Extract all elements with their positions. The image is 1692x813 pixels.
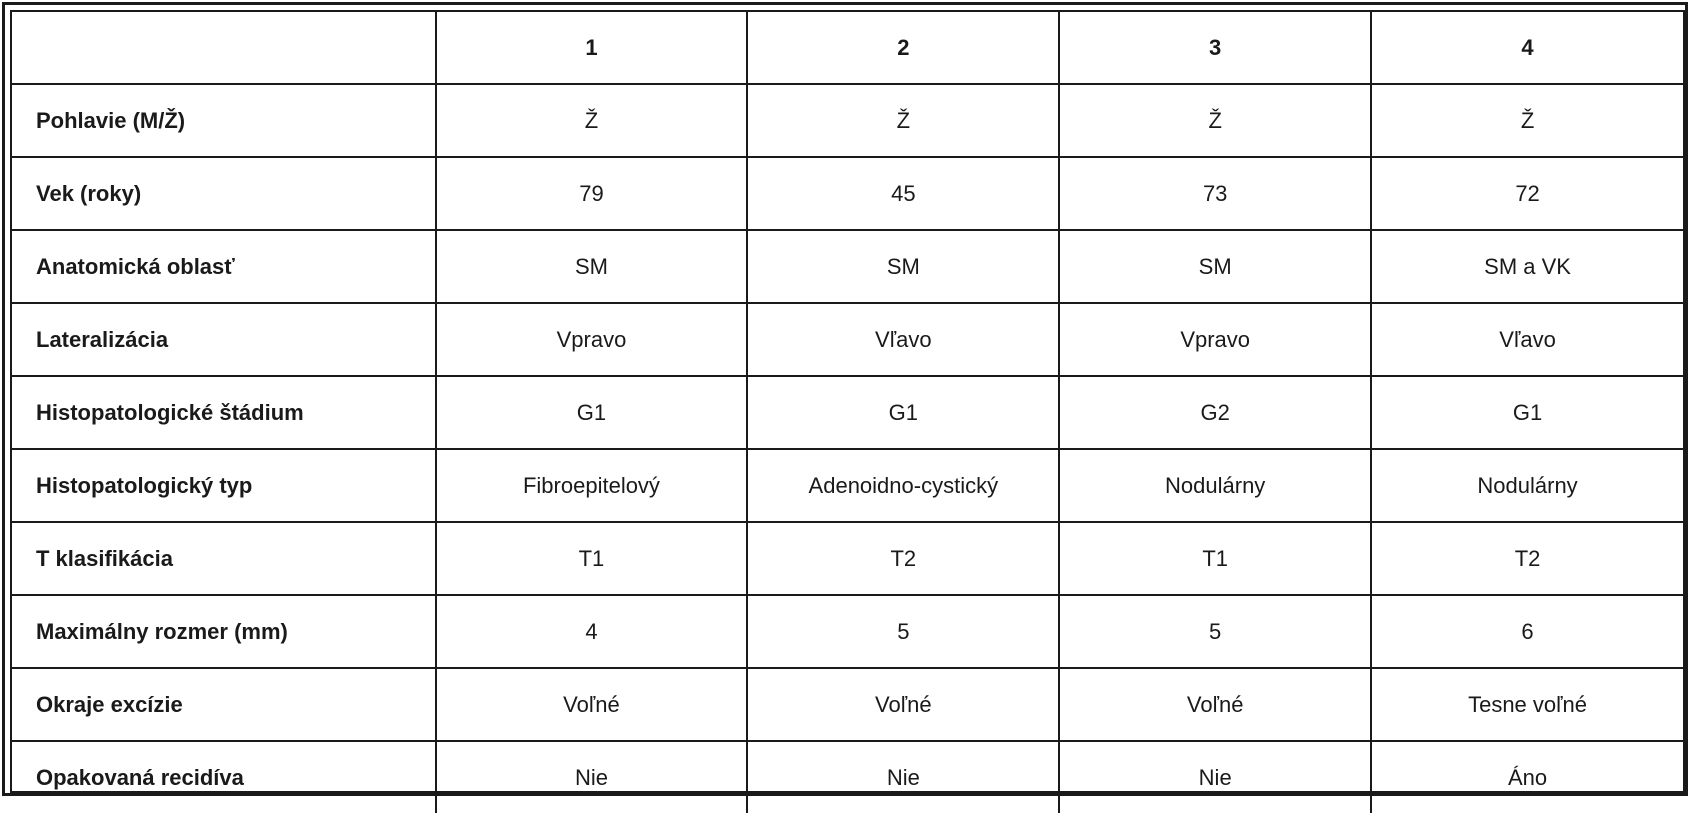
table-cell: 73 xyxy=(1059,157,1371,230)
row-label: Pohlavie (M/Ž) xyxy=(12,84,436,157)
clinical-data-table xyxy=(12,12,1683,813)
table-cell: Voľné xyxy=(747,668,1059,741)
table-cell: Tesne voľné xyxy=(1371,668,1683,741)
table-cell: SM xyxy=(1059,230,1371,303)
table-cell: Nie xyxy=(1059,741,1371,813)
table-cell: T2 xyxy=(1371,522,1683,595)
table-cell: Vpravo xyxy=(1059,303,1371,376)
table-cell: Ž xyxy=(1059,84,1371,157)
table-row xyxy=(12,230,1683,303)
row-label: Vek (roky) xyxy=(12,157,436,230)
table-cell: Áno xyxy=(1371,741,1683,813)
table-cell: 5 xyxy=(747,595,1059,668)
table-cell: 45 xyxy=(747,157,1059,230)
table-cell: G1 xyxy=(436,376,748,449)
table-row xyxy=(12,522,1683,595)
table-cell: Vľavo xyxy=(1371,303,1683,376)
table-cell: Voľné xyxy=(436,668,748,741)
table-cell: Voľné xyxy=(1059,668,1371,741)
table-cell: SM xyxy=(747,230,1059,303)
table-cell: Fibroepitelový xyxy=(436,449,748,522)
row-label: Histopatologický typ xyxy=(12,449,436,522)
table-cell: Nie xyxy=(747,741,1059,813)
table-cell: Nodulárny xyxy=(1371,449,1683,522)
table-cell: SM a VK xyxy=(1371,230,1683,303)
table-row xyxy=(12,449,1683,522)
header-cell-case-2: 2 xyxy=(747,12,1059,84)
table-cell: G2 xyxy=(1059,376,1371,449)
table-cell: T1 xyxy=(1059,522,1371,595)
table-row xyxy=(12,303,1683,376)
table-cell: G1 xyxy=(1371,376,1683,449)
table-cell: Ž xyxy=(1371,84,1683,157)
table-cell: Ž xyxy=(436,84,748,157)
table-cell: T2 xyxy=(747,522,1059,595)
table-row xyxy=(12,376,1683,449)
table-row xyxy=(12,668,1683,741)
row-label: Lateralizácia xyxy=(12,303,436,376)
header-cell-case-3: 3 xyxy=(1059,12,1371,84)
row-label: Histopatologické štádium xyxy=(12,376,436,449)
table-cell: T1 xyxy=(436,522,748,595)
table-cell: Vľavo xyxy=(747,303,1059,376)
row-label: Anatomická oblasť xyxy=(12,230,436,303)
row-label: Okraje excízie xyxy=(12,668,436,741)
row-label: Maximálny rozmer (mm) xyxy=(12,595,436,668)
header-cell-empty xyxy=(12,12,436,84)
table-cell: 5 xyxy=(1059,595,1371,668)
table-cell: Vpravo xyxy=(436,303,748,376)
header-cell-case-4: 4 xyxy=(1371,12,1683,84)
table-header-row xyxy=(12,12,1683,84)
table-row xyxy=(12,157,1683,230)
row-label: Opakovaná recidíva xyxy=(12,741,436,813)
table-cell: 72 xyxy=(1371,157,1683,230)
table-cell: Adenoidno-cystický xyxy=(747,449,1059,522)
table-cell: G1 xyxy=(747,376,1059,449)
table-cell: 6 xyxy=(1371,595,1683,668)
table-row xyxy=(12,595,1683,668)
table-cell: Nodulárny xyxy=(1059,449,1371,522)
table-row xyxy=(12,84,1683,157)
table-cell: 4 xyxy=(436,595,748,668)
table-cell: SM xyxy=(436,230,748,303)
row-label: T klasifikácia xyxy=(12,522,436,595)
table-cell: Ž xyxy=(747,84,1059,157)
header-cell-case-1: 1 xyxy=(436,12,748,84)
table-cell: 79 xyxy=(436,157,748,230)
table-cell: Nie xyxy=(436,741,748,813)
table-container xyxy=(10,10,1685,793)
table-row xyxy=(12,741,1683,813)
